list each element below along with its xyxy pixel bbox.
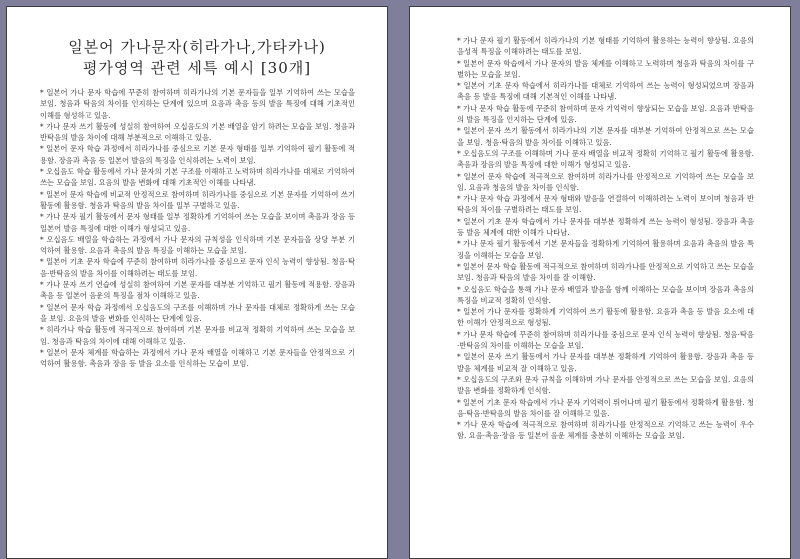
list-item: * 일본어 가나 문자를 정확하게 기억하여 쓰기 활동에 활용함. 요음과 촉음 등 발음 요소에 대한 이해가 안정적으로 형성됨. bbox=[457, 307, 754, 328]
list-item: * 일본어 문자 학습에 비교적 안정적으로 참여하며 히라가나를 중심으로 기본 문자를 기억하여 쓰기 활동에 활용함. 청음과 탁음의 발음 차이를 일부 구별하고 있음. bbox=[40, 189, 355, 210]
list-item: * 일본어 기초 문자 학습에 꾸준히 참여하며 히라가나를 중심으로 문자 인식 능력이 향상됨. 청음·탁음·반탁음의 발음 차이를 이해하려는 태도를 보임. bbox=[40, 257, 355, 278]
list-item: * 오십음도 배열을 학습하는 과정에서 가나 문자의 규칙성을 인식하며 기본 문자들을 상당 부분 기억하여 활용함. 요음과 촉음의 발음 특징을 이해하는 모습을 보임. bbox=[40, 234, 355, 256]
list-item: * 가나 문자 쓰기 연습에 성실히 참여하여 기본 문자를 대부분 기억하고 필기 활동에 적용함. 장음과 촉음 등 일본어 음운의 특징을 점차 이해하고 있음. bbox=[40, 280, 355, 301]
list-item: * 가나 문자 학습에 꾸준히 참여하며 히라가나를 중심으로 문자 인식 능력이 향상됨. 청음·탁음·반탁음의 차이를 이해하는 모습을 보임. bbox=[457, 329, 754, 351]
list-item: * 가나 문자 필기 활동에서 기본 문자들을 정확하게 기억하여 활용하며 요음과 촉음의 발음 특징을 이해하는 모습을 보임. bbox=[457, 239, 754, 260]
list-item: * 일본어 문자 학습 과정에서 오십음도의 구조를 이해하며 가나 문자를 대체로 정확하게 쓰는 모습을 보임. 요음의 발음 변화를 인식하는 단계에 있음. bbox=[40, 302, 355, 323]
list-item: * 가나 문자 학습에 적극적으로 참여하며 히라가나를 안정적으로 기억하고 쓰는 능력이 우수함. 요음·촉음·장음 등 일본어 음운 체계를 충분히 이해하는 모습을 보임. bbox=[457, 420, 754, 441]
list-item: * 일본어 문자 체계를 학습하는 과정에서 가나 문자 배열을 이해하고 기본 문자들을 안정적으로 기억하여 활용함. 촉음과 장음 등 발음 요소를 인식하는 모습이 보임. bbox=[40, 347, 355, 369]
document-page-right bbox=[409, 6, 791, 559]
list-item: * 히라가나 학습 활동에 적극적으로 참여하며 기본 문자를 비교적 정확히 기억하여 쓰는 모습을 보임. 청음과 탁음의 차이에 대해 이해하고 있음. bbox=[40, 325, 355, 346]
list-item: * 일본어 문자 학습 과정에서 히라가나를 중심으로 기본 문자 형태를 일부 기억하여 필기 활동에 적용함. 장음과 촉음 등 일본어 발음의 특징을 인식하려는 노력이 보임. bbox=[40, 144, 355, 165]
list-item: * 일본어 문자 쓰기 활동에서 가나 문자를 대부분 정확하게 기억하여 활용함. 장음과 촉음 등 발음 체계를 비교적 잘 이해하고 있음. bbox=[457, 352, 754, 373]
list-item: * 일본어 문자 학습에서 가나 문자의 발음 체계를 이해하고 노력하며 청음과 탁음의 차이를 구별하는 모습을 보임. bbox=[457, 58, 754, 79]
list-item: * 가나 문자 쓰기 활동에 성실히 참여하여 오십음도의 기본 배열을 암기 하려는 모습을 보임. 청음과 반탁음의 발음 차이에 대해 부분적으로 이해하고 있음. bbox=[40, 121, 355, 143]
list-item: * 일본어 문자 학습에 적극적으로 참여하며 히라가나를 안정적으로 기억하여 쓰는 모습을 보임. 요음과 청음의 발음 차이를 인식함. bbox=[457, 171, 754, 192]
list-item: * 가나 문자 학습 과정에서 문자 형태와 발음을 연결하여 이해하려는 노력이 보이며 청음과 반탁음의 차이를 구별하려는 태도를 보임. bbox=[457, 194, 754, 215]
list-item: * 일본어 기초 문자 학습에서 가나 문자 기억력이 뛰어나며 필기 활동에서 정확하게 활용함. 청음·탁음·반탁음의 발음 차이를 잘 이해하고 있음. bbox=[457, 397, 754, 418]
document-page-left bbox=[6, 6, 388, 559]
list-item: * 가나 문자 필기 활동에서 히라가나의 기본 형태를 기억하여 활용하는 능력이 향상됨. 요음의 음성적 특징을 이해하려는 태도를 보임. bbox=[457, 36, 754, 57]
list-item: * 일본어 가나 문자 학습에 꾸준히 참여하며 히라가나의 기본 문자들을 일부 기억하여 쓰는 모습을 보임. 청음과 탁음의 차이를 인지하는 단계에 있으며 요음과 촉음 등의 발음 특징에 대해 기초적인 이해를 형성하고 있음. bbox=[40, 88, 355, 120]
list-item: * 오십음도 학습 활동에서 가나 문자의 기본 구조를 이해하고 노력하며 히라가나를 대체로 기억하여 쓰는 모습을 보임. 요음의 발음 변화에 대해 기초적인 이해를 나타냄. bbox=[40, 167, 355, 188]
list-item: * 일본어 문자 학습 활동에 적극적으로 참여하며 히라가나를 안정적으로 기억하고 쓰는 모습을 보임. 청음과 탁음의 발음 차이를 잘 이해함. bbox=[457, 261, 755, 283]
right-column-text bbox=[410, 7, 790, 442]
title-line-1: 일본어 가나문자(히라가나,가타카나) bbox=[68, 38, 326, 56]
list-item: * 오십음도의 구조를 이해하며 가나 문자 배열을 비교적 정확히 기억하고 필기 활동에 활용함. 촉음과 장음의 발음 특징에 대한 이해가 형성되고 있음. bbox=[457, 148, 754, 170]
list-item: * 일본어 기초 문자 학습에서 가나 문자를 대부분 정확하게 쓰는 능력이 형성됨. 장음과 촉음 등 발음 체계에 대한 이해가 나타남. bbox=[457, 216, 754, 238]
title-line-2: 평가영역 관련 세특 예시 [30개] bbox=[82, 59, 312, 77]
list-item: * 가나 문자 학습 활동에 꾸준히 참여하며 문자 기억력이 향상되는 모습을 보임. 요음과 반탁음의 발음 특징을 인지하는 단계에 있음. bbox=[457, 103, 754, 125]
list-item: * 일본어 기초 문자 학습에서 히라가나를 대체로 기억하여 쓰는 능력이 형성되었으며 장음과 촉음 등 발음 특징에 대해 기본적인 이해를 나타냄. bbox=[457, 81, 754, 102]
page-title bbox=[7, 37, 387, 79]
list-item: * 오십음도 학습을 통해 가나 문자 배열과 발음을 함께 이해하는 모습을 보이며 장음과 촉음의 특징을 비교적 정확히 인식함. bbox=[457, 284, 754, 305]
list-item: * 오십음도의 구조와 문자 규칙을 이해하며 가나 문자를 안정적으로 쓰는 모습을 보임. 요음의 발음 변화를 정확하게 인식함. bbox=[457, 374, 754, 396]
left-column-text bbox=[7, 79, 387, 369]
list-item: * 일본어 문자 쓰기 활동에서 히라가나의 기본 문자를 대부분 기억하여 안정적으로 쓰는 모습을 보임. 청음·탁음의 발음 차이를 이해하고 있음. bbox=[457, 126, 754, 147]
list-item: * 가나 문자 필기 활동에서 문자 형태를 일부 정확하게 기억하여 쓰는 모습을 보이며 촉음과 장음 등 일본어 발음 특징에 대한 이해가 형성되고 있음. bbox=[40, 212, 355, 233]
